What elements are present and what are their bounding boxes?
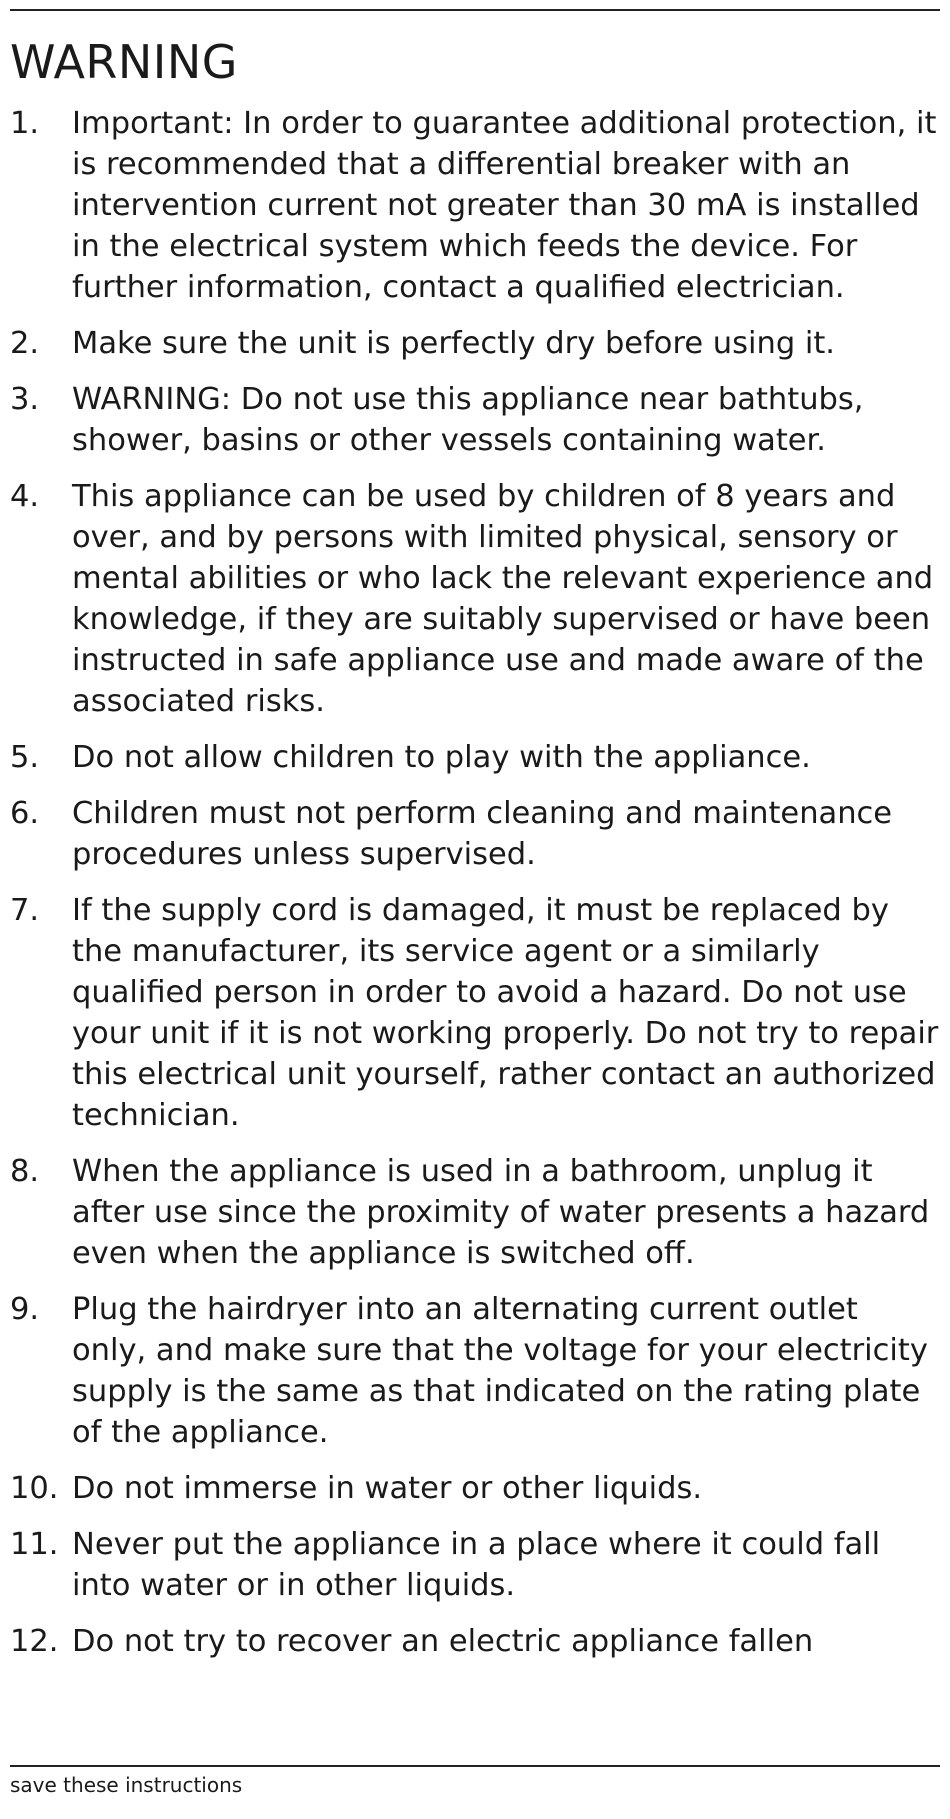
list-item [10,1524,940,1606]
list-item [10,323,940,364]
list-item [10,1621,940,1662]
list-item [10,890,940,1136]
item-number: 9. [10,1292,40,1327]
item-text: This appliance can be used by children of 8 years and over, and by persons with limited physical, sensory or mental abilities or who lack the relevant experience and knowledge, if they are suitably supervised or have been instructed in safe appliance use and made aware of the associated risks. [72,479,934,719]
item-number: 8. [10,1154,40,1189]
item-text: Do not immerse in water or other liquids. [72,1471,703,1506]
item-number: 5. [10,740,40,775]
list-item [10,1151,940,1274]
item-number: 4. [10,479,40,514]
item-text: Never put the appliance in a place where it could fall into water or in other liquids. [72,1527,881,1603]
item-text: Do not allow children to play with the appliance. [72,740,811,775]
item-text: Plug the hairdryer into an alternating current outlet only, and make sure that the voltage for your electricity supply is the same as that indicated on the rating plate of the appliance. [72,1292,928,1450]
item-text: WARNING: Do not use this appliance near bathtubs, shower, basins or other vessels containing water. [72,382,864,458]
page-title: WARNING [10,35,238,89]
list-item [10,793,940,875]
item-number: 7. [10,893,40,928]
item-number: 10. [10,1471,59,1506]
bottom-divider [10,1765,940,1767]
item-text: Do not try to recover an electric appliance fallen [72,1624,814,1659]
item-text: Children must not perform cleaning and maintenance procedures unless supervised. [72,796,893,872]
top-divider [10,9,940,11]
list-item [10,1468,940,1509]
item-number: 1. [10,106,40,141]
footer-note: save these instructions [10,1773,243,1797]
item-text: When the appliance is used in a bathroom, unplug it after use since the proximity of water presents a hazard even when the appliance is switched off. [72,1154,930,1271]
item-number: 3. [10,382,40,417]
list-item [10,476,940,722]
item-number: 6. [10,796,40,831]
warning-list [10,103,940,1677]
item-number: 12. [10,1624,59,1659]
list-item [10,1289,940,1453]
item-number: 11. [10,1527,59,1562]
item-number: 2. [10,326,40,361]
item-text: Make sure the unit is perfectly dry before using it. [72,326,836,361]
list-item [10,103,940,308]
list-item [10,737,940,778]
item-text: If the supply cord is damaged, it must be replaced by the manufacturer, its service agent or a similarly qualified person in order to avoid a hazard. Do not use your unit if it is not working properly. Do not try to repair this electrical unit yourself, rather contact an authorized technician. [72,893,939,1133]
item-text: Important: In order to guarantee additional protection, it is recommended that a differential breaker with an intervention current not greater than 30 mA is installed in the electrical system which feeds the device. For further information, contact a qualified electrician. [72,106,937,305]
list-item [10,379,940,461]
